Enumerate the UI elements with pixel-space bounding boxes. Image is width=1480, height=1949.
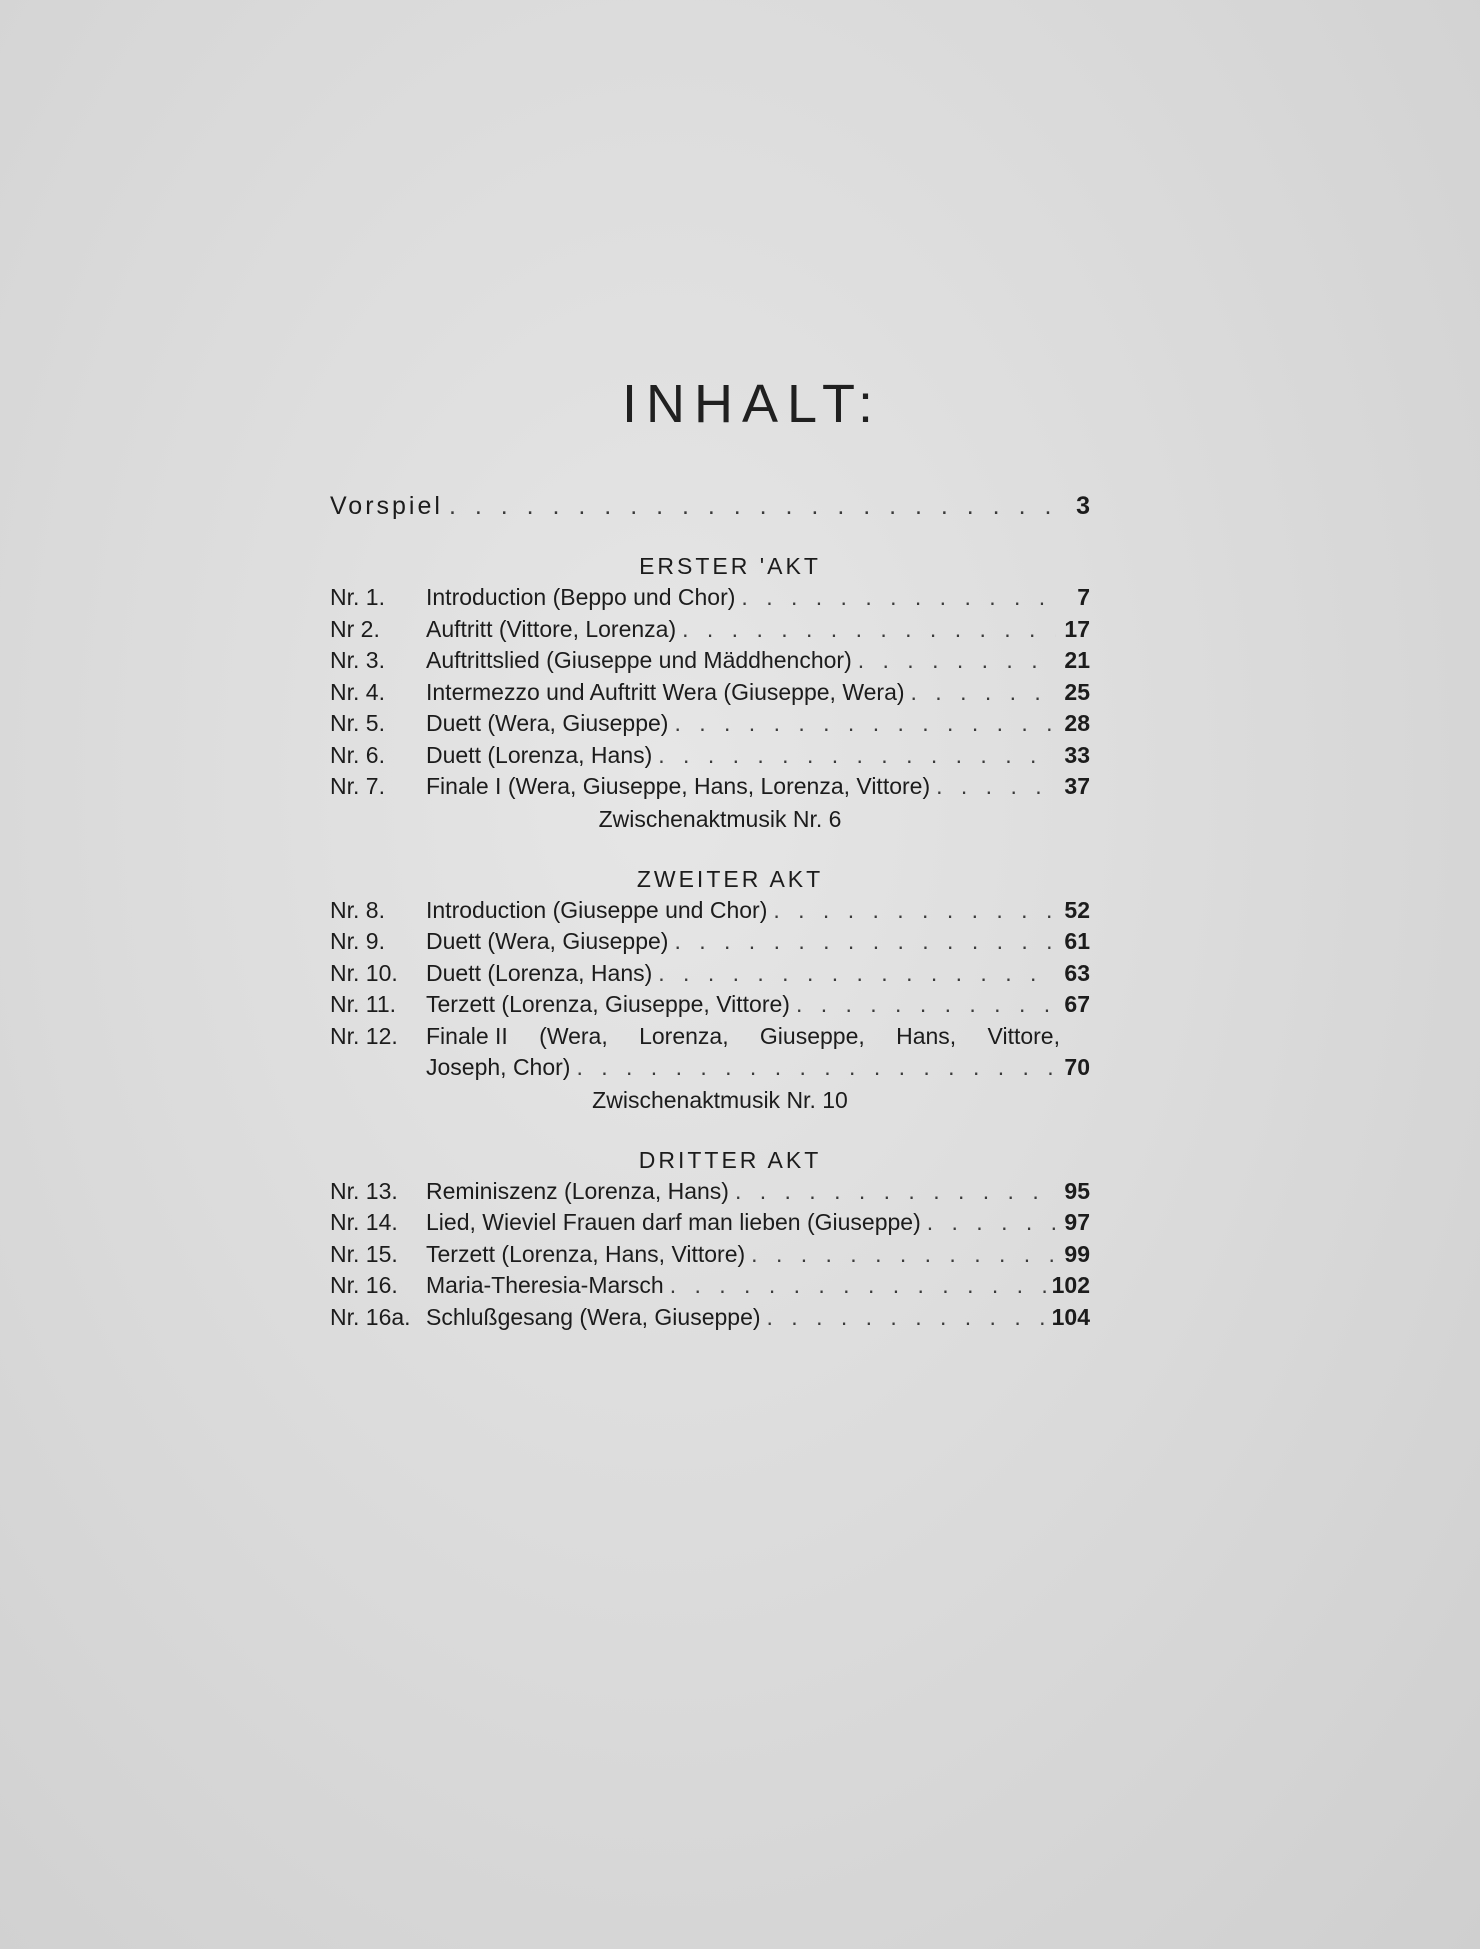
entry-title: Terzett (Lorenza, Hans, Vittore)	[426, 1240, 746, 1267]
act-1-section	[330, 550, 1090, 835]
act-1-heading: ERSTER 'AKT	[639, 553, 821, 579]
toc-entry	[330, 989, 1090, 1021]
page-title: INHALT:	[621, 374, 883, 434]
entry-page: 28	[1064, 710, 1090, 736]
entry-title: Reminiszenz (Lorenza, Hans)	[426, 1177, 729, 1204]
entry-page: 61	[1064, 928, 1090, 954]
dot-leader	[658, 958, 1056, 990]
act-2-heading: ZWEITER AKT	[636, 865, 824, 892]
dot-leader	[449, 490, 1056, 522]
toc-entry-prelude	[330, 490, 1090, 522]
dot-leader	[911, 677, 1056, 709]
entry-title: Terzett (Lorenza, Giuseppe, Vittore)	[426, 991, 790, 1017]
entry-page: 7	[1077, 584, 1090, 610]
entry-title: Maria-Theresia-Marsch	[426, 1272, 664, 1298]
toc-entry	[330, 1207, 1090, 1239]
entry-title-line-1	[426, 1021, 1090, 1053]
entry-page: 17	[1064, 615, 1090, 642]
entry-page: 33	[1064, 741, 1090, 768]
entry-number: Nr. 12.	[330, 1022, 398, 1049]
entry-number: Nr 2.	[330, 615, 380, 642]
entry-title: Finale I (Wera, Giuseppe, Hans, Lorenza, Vittore)	[426, 773, 931, 799]
dot-leader	[796, 989, 1056, 1021]
entry-title: Intermezzo und Auftritt Wera (Giuseppe, Wera)	[426, 678, 905, 705]
entry-title: Duett (Wera, Giuseppe)	[426, 928, 669, 954]
entry-title: Duett (Lorenza, Hans)	[426, 741, 653, 768]
entry-number: Nr. 1.	[330, 584, 385, 610]
title-word: Hans,	[896, 1022, 957, 1049]
entry-page: 99	[1064, 1240, 1090, 1267]
entry-number: Nr. 8.	[330, 896, 385, 923]
toc-entry	[330, 677, 1090, 709]
interlude-note: Zwischenaktmusik Nr. 10	[592, 1086, 848, 1113]
entry-number: Nr. 7.	[330, 773, 385, 799]
entry-title: Lied, Wieviel Frauen darf man lieben (Giuseppe)	[426, 1209, 921, 1235]
entry-page: 63	[1064, 959, 1090, 986]
entry-number: Nr. 10.	[330, 959, 398, 986]
dot-leader	[658, 740, 1056, 772]
toc-entry	[330, 708, 1090, 740]
title-word: Giuseppe,	[759, 1022, 865, 1049]
dot-leader	[751, 1239, 1056, 1271]
toc-entry	[330, 614, 1090, 646]
title-word: Lorenza,	[639, 1022, 729, 1049]
entry-title: Introduction (Giuseppe und Chor)	[426, 896, 768, 923]
entry-number: Nr. 5.	[330, 710, 385, 736]
dot-leader	[670, 1270, 1046, 1302]
dot-leader	[741, 582, 1056, 614]
dot-leader	[767, 1302, 1046, 1334]
toc-entry	[330, 1270, 1090, 1302]
dot-leader	[927, 1207, 1056, 1239]
toc-entry	[330, 1239, 1090, 1271]
table-of-contents	[330, 490, 1090, 1347]
toc-entry	[330, 1176, 1090, 1208]
title-word: Finale II	[426, 1022, 508, 1049]
entry-number: Nr. 16a.	[330, 1303, 411, 1330]
entry-title: Auftrittslied (Giuseppe und Mäddhenchor)	[426, 647, 852, 673]
dot-leader	[576, 1052, 1056, 1084]
entry-title-line-2: Joseph, Chor)	[426, 1054, 571, 1080]
dot-leader	[682, 614, 1056, 646]
act-3-section	[330, 1144, 1090, 1334]
entry-number: Nr. 6.	[330, 741, 385, 768]
entry-title: Vorspiel	[330, 492, 443, 520]
entry-page: 95	[1064, 1177, 1090, 1204]
entry-page: 104	[1051, 1303, 1090, 1330]
entry-number: Nr. 13.	[330, 1177, 398, 1204]
toc-entry	[330, 740, 1090, 772]
title-word: Vittore,	[987, 1022, 1060, 1049]
toc-entry	[330, 645, 1090, 677]
entry-number: Nr. 11.	[330, 991, 397, 1017]
entry-number: Nr. 9.	[330, 928, 385, 954]
title-word: (Wera,	[539, 1022, 608, 1049]
entry-page: 67	[1064, 991, 1090, 1017]
act-2-section	[330, 863, 1090, 1116]
toc-entry	[330, 582, 1090, 614]
dot-leader	[773, 895, 1056, 927]
entry-title: Duett (Wera, Giuseppe)	[426, 710, 669, 736]
entry-title: Schlußgesang (Wera, Giuseppe)	[426, 1303, 761, 1330]
entry-page: 102	[1051, 1272, 1090, 1298]
entry-page: 25	[1064, 678, 1090, 705]
entry-page: 52	[1064, 896, 1090, 923]
dot-leader	[936, 771, 1056, 803]
act-3-heading: DRITTER AKT	[638, 1146, 822, 1173]
entry-page: 70	[1064, 1054, 1090, 1080]
toc-entry	[330, 1302, 1090, 1334]
entry-page: 3	[1076, 492, 1090, 520]
toc-entry	[330, 958, 1090, 990]
entry-number: Nr. 4.	[330, 678, 385, 705]
entry-page: 37	[1064, 773, 1090, 799]
toc-entry	[330, 895, 1090, 927]
entry-page: 97	[1064, 1209, 1090, 1235]
interlude-note: Zwischenaktmusik Nr. 6	[598, 805, 842, 832]
entry-title: Introduction (Beppo und Chor)	[426, 584, 736, 610]
toc-entry	[330, 771, 1090, 803]
toc-entry-12-line-2	[330, 1052, 1090, 1084]
entry-page: 21	[1064, 647, 1090, 673]
toc-entry	[330, 926, 1090, 958]
entry-number: Nr. 15.	[330, 1240, 398, 1267]
toc-entry-12-line-1	[330, 1021, 1090, 1053]
dot-leader	[674, 708, 1056, 740]
entry-number: Nr. 16.	[330, 1272, 398, 1298]
entry-title: Duett (Lorenza, Hans)	[426, 959, 653, 986]
entry-title: Auftritt (Vittore, Lorenza)	[426, 615, 677, 642]
entry-number: Nr. 3.	[330, 647, 385, 673]
entry-number: Nr. 14.	[330, 1209, 398, 1235]
dot-leader	[858, 645, 1056, 677]
dot-leader	[674, 926, 1056, 958]
dot-leader	[735, 1176, 1056, 1208]
